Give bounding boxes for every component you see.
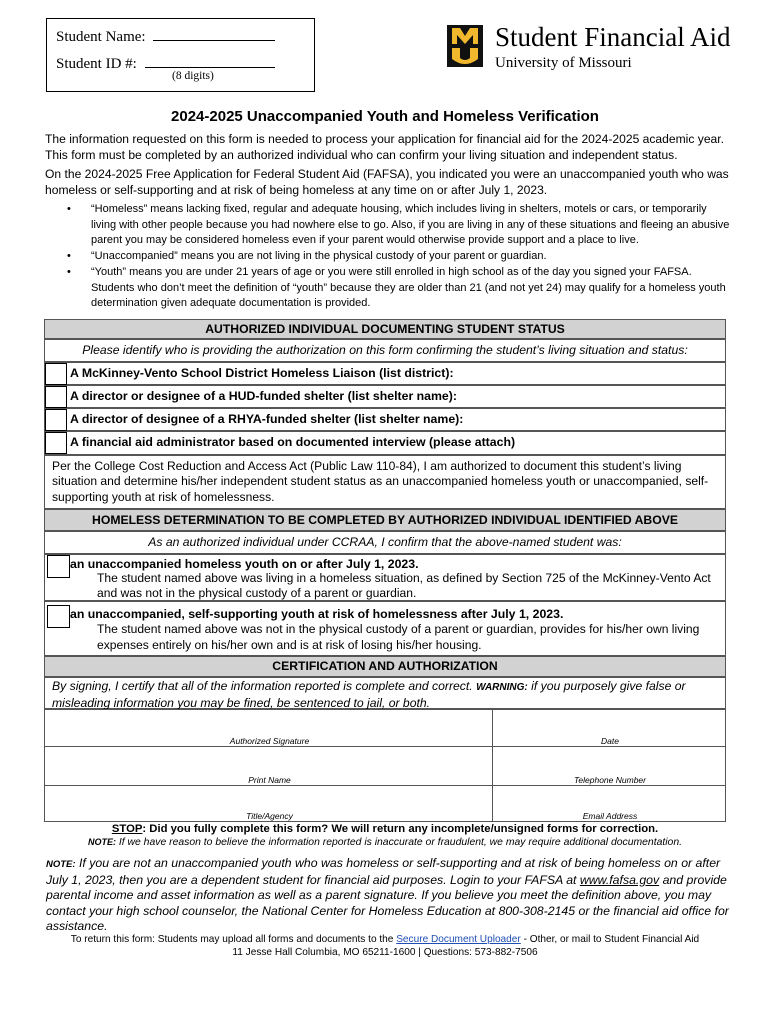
- student-id-field[interactable]: [145, 53, 275, 68]
- footer-return-instructions: To return this form: Students may upload all forms and documents to the Secure Document Uploader - Other, or mail to Student Financial Aid: [70, 934, 700, 945]
- form-title: 2024-2025 Unaccompanied Youth and Homeless Verification: [171, 108, 599, 125]
- checkbox-rhya-shelter[interactable]: [45, 409, 67, 431]
- footer-address: 11 Jesse Hall Columbia, MO 65211-1600 | Questions: 573-882-7506: [232, 947, 538, 958]
- option-mckinney-vento: A McKinney-Vento School District Homeless Liaison (list district):: [44, 362, 726, 385]
- logo-title: Student Financial Aid: [495, 22, 731, 52]
- student-name-field[interactable]: [153, 26, 275, 41]
- bullet-icon: •: [67, 203, 71, 215]
- intro-paragraph-2: On the 2024-2025 Free Application for Federal Student Aid (FAFSA), you indicated you were an unaccompanied youth who was homeless or self-supporting and at risk of being homeless at any time on or after July 1, 2023.: [45, 167, 729, 197]
- checkbox-at-risk-youth[interactable]: [47, 605, 70, 628]
- section-certification-header: CERTIFICATION AND AUTHORIZATION: [44, 656, 726, 677]
- warning-label: WARNING:: [476, 682, 528, 693]
- certification-statement: By signing, I certify that all of the information reported is complete and correct. WARNING: if you purposely give false or misleading information you may be fined, be sentenced to jail, or both.: [44, 677, 726, 709]
- note-documentation: NOTE: If we have reason to believe the information reported is inaccurate or fraudulent, we may require additional documentation.: [87, 837, 683, 848]
- student-id-label: Student ID #:: [56, 56, 137, 72]
- print-name-field[interactable]: Print Name: [44, 746, 493, 786]
- section2-instruction: As an authorized individual under CCRAA, I confirm that the above-named student was:: [44, 531, 726, 554]
- option-hud-shelter: A director or designee of a HUD-funded shelter (list shelter name):: [44, 385, 726, 408]
- stop-label: STOP: [111, 823, 143, 835]
- determination-homeless-youth: an unaccompanied homeless youth on or after July 1, 2023. The student named above was living in a homeless situation, as defined by Section 725 of the McKinney-Vento Act and was not in the physical custody of a parent or guardian.: [44, 554, 726, 601]
- determination-at-risk-youth: an unaccompanied, self-supporting youth at risk of homelessness after July 1, 2023. The student named above was not in the physical custody of a parent or guardian, provides for his/her own living expenses entirely on his/her own and is at risk of losing his/her housing.: [44, 601, 726, 656]
- bullet-icon: •: [67, 266, 71, 278]
- stop-notice: STOP: Did you fully complete this form? We will return any incomplete/unsigned forms for correction.: [111, 823, 659, 835]
- intro-paragraph-1: The information requested on this form is needed to process your application for financial aid for the 2024-2025 academic year. This form must be completed by an authorized individual who can confirm your living situation and independent status.: [45, 132, 724, 162]
- date-field[interactable]: Date: [492, 709, 726, 747]
- section-authorized-individual-header: AUTHORIZED INDIVIDUAL DOCUMENTING STUDENT STATUS: [44, 319, 726, 339]
- mizzou-logo-icon: [447, 25, 483, 67]
- university-logo: [447, 22, 747, 71]
- section1-statement: Per the College Cost Reduction and Access Act (Public Law 110-84), I am authorized to document this student’s living situation and determine his/her independent student status as an unaccompanied homeless youth or unaccompanied, self-supporting youth at risk of homelessness.: [44, 455, 726, 509]
- option-fa-administrator: A financial aid administrator based on documented interview (please attach): [44, 431, 726, 455]
- student-info-box: [46, 18, 315, 92]
- telephone-field[interactable]: Telephone Number: [492, 746, 726, 786]
- note-dependent-student: NOTE: If you are not an unaccompanied youth who was homeless or self-supporting and at risk of being homeless on or after July 1, 2023, then you are a dependent student for financial aid purposes. Login to your FAFSA at www.fafsa.gov and provide parental income and asset information as well as a parent signature. If you believe you meet the definition above, you may contact your high school counselor, the National Center for Homeless Education at 800-308-2145 or the financial aid office for assistance.: [46, 856, 729, 933]
- logo-subtitle: University of Missouri: [495, 55, 632, 71]
- student-id-row: [56, 53, 275, 73]
- title-agency-field[interactable]: Title/Agency: [44, 785, 493, 822]
- option-rhya-shelter: A director of designee of a RHYA-funded shelter (list shelter name):: [44, 408, 726, 431]
- student-name-row: [56, 26, 275, 46]
- checkbox-homeless-youth[interactable]: [47, 555, 70, 578]
- student-name-label: Student Name:: [56, 29, 146, 45]
- checkbox-mckinney-vento[interactable]: [45, 363, 67, 385]
- section1-instruction: Please identify who is providing the authorization on this form confirming the student’s living situation and status:: [44, 339, 726, 362]
- secure-document-uploader-link[interactable]: Secure Document Uploader: [396, 934, 521, 945]
- checkbox-fa-administrator[interactable]: [45, 432, 67, 454]
- bullet-icon: •: [67, 250, 71, 262]
- checkbox-hud-shelter[interactable]: [45, 386, 67, 408]
- email-field[interactable]: Email Address: [492, 785, 726, 822]
- authorized-signature-field[interactable]: Authorized Signature: [44, 709, 493, 747]
- fafsa-link[interactable]: www.fafsa.gov: [579, 872, 660, 887]
- section-homeless-determination-header: HOMELESS DETERMINATION TO BE COMPLETED BY AUTHORIZED INDIVIDUAL IDENTIFIED ABOVE: [44, 509, 726, 531]
- student-id-hint: (8 digits): [172, 70, 214, 82]
